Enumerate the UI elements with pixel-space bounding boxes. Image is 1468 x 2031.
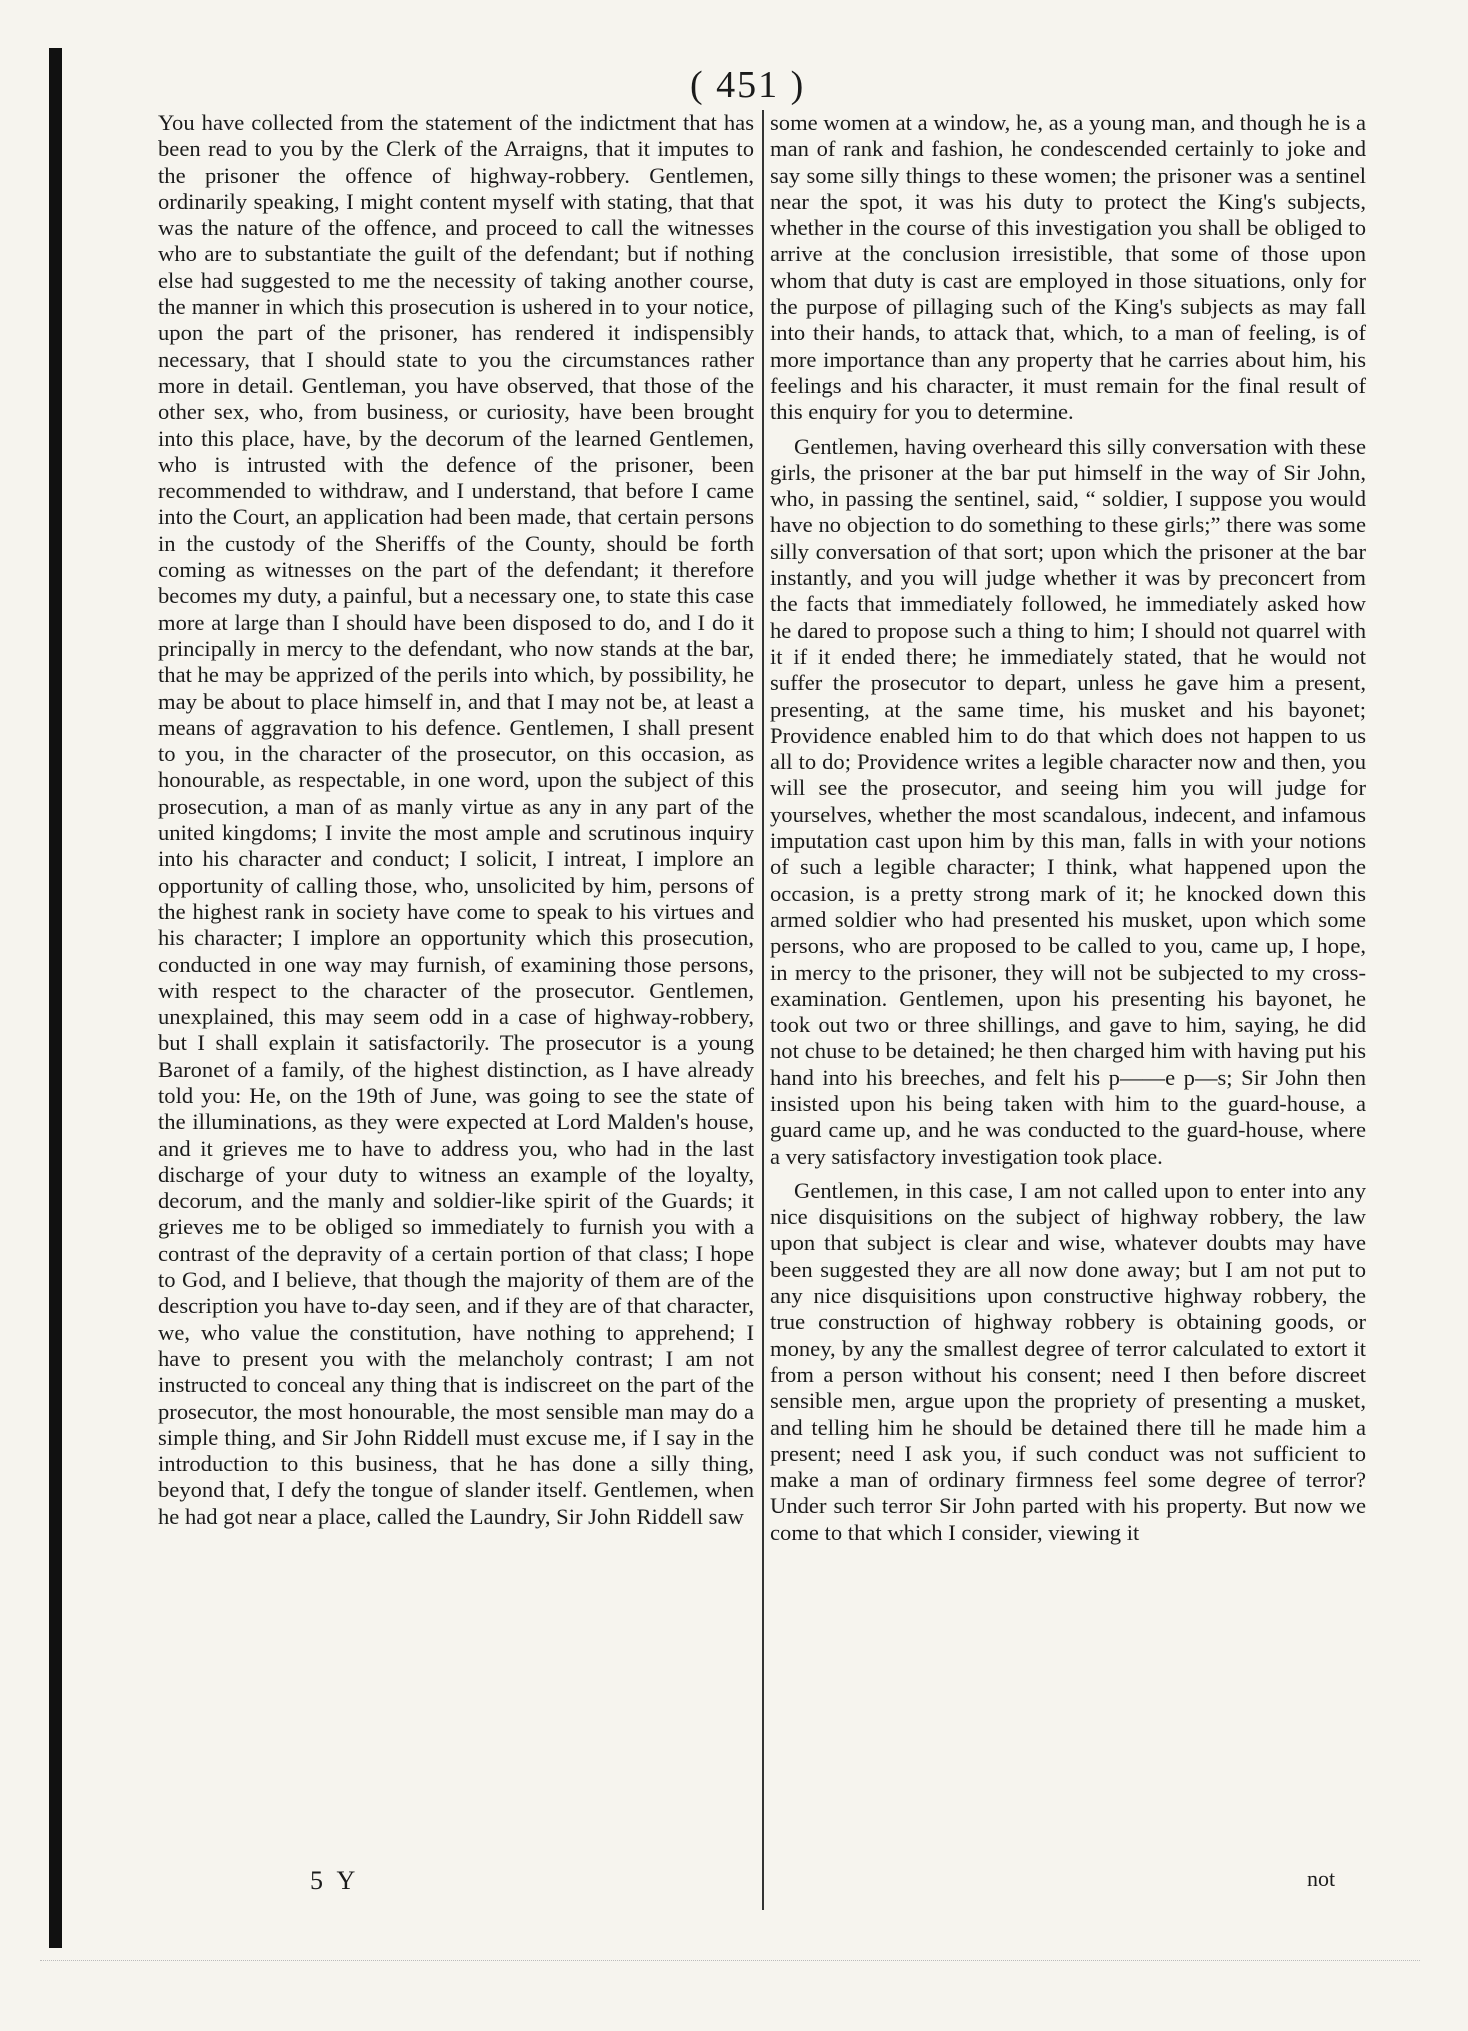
right-column <box>770 110 1366 1546</box>
paragraph: Gentlemen, having overheard this silly conversation with these girls, the prisoner at the bar put himself in the way of Sir John, who, in passing the sentinel, said, “ soldier, I suppose you would have no objection to do something to these girls;” there was some silly conversation of that sort; upon which the prisoner at the bar instantly, and you will judge whether it was by preconcert from the facts that immediately followed, he immediately asked how he dared to propose such a thing to him; I should not quarrel with it if it ended there; he immediately stated, that he would not suffer the prosecutor to depart, unless he gave him a present, presenting, at the same time, his musket and his bayonet; Providence enabled him to do that which does not happen to us all to do; Providence writes a legible character now and then, you will see the prosecutor, and seeing him you will judge for yourselves, whether the most scandalous, indecent, and infamous imputation cast upon him by this man, falls in with your notions of such a legible character; I think, what happened upon the occasion, is a pretty strong mark of it; he knocked down this armed soldier who had presented his musket, upon which some persons, who are proposed to be called to you, came up, I hope, in mercy to the prisoner, they will not be subjected to my cross-examination. Gentlemen, upon his presenting his bayonet, he took out two or three shillings, and gave to him, saying, he did not chuse to be detained; he then charged him with having put his hand into his breeches, and felt his p——e p—s; Sir John then insisted upon his being taken with him to the guard-house, a guard came up, and he was conducted to the guard-house, where a very satisfactory investigation took place. <box>770 433 1366 1169</box>
paragraph: some women at a window, he, as a young man, and though he is a man of rank and fashion, he condescended certainly to joke and say some silly things to these women; the prisoner was a sentinel near the spot, it was his duty to protect the King's subjects, whether in the course of this investigation you shall be obliged to arrive at the conclusion irresistible, that some of those upon whom that duty is cast are employed in those situations, only for the purpose of pillaging such of the King's subjects as may fall into their hands, to attack that, which, to a man of feeling, is of more importance than any property that he carries about him, his feelings and his character, it must remain for the final result of this enquiry for you to determine. <box>770 110 1366 425</box>
paragraph: You have collected from the statement of the indictment that has been read to you by the Clerk of the Arraigns, that it imputes to the prisoner the offence of highway-robbery. Gentlemen, ordinarily speaking, I might content myself with stating, that that was the nature of the offence, and proceed to call the witnesses who are to substantiate the guilt of the defendant; but if nothing else had suggested to me the necessity of taking another course, the manner in which this prosecution is ushered in to your notice, upon the part of the prisoner, has rendered it indispensibly necessary, that I should state to you the circumstances rather more in detail. Gentleman, you have observed, that those of the other sex, who, from business, or curiosity, have been brought into this place, have, by the decorum of the learned Gentlemen, who is intrusted with the defence of the prisoner, been recommended to withdraw, and I understand, that before I came into the Court, an application had been made, that certain persons in the custody of the Sheriffs of the County, should be forth coming as witnesses on the part of the defendant; it therefore becomes my duty, a painful, but a necessary one, to state this case more at large than I should have been disposed to do, and I do it principally in mercy to the defendant, who now stands at the bar, that he may be apprized of the perils into which, by possibility, he may be about to place himself in, and that I may not be, at least a means of aggravation to his defence. Gentlemen, I shall present to you, in the character of the prosecutor, on this occasion, as honourable, as respectable, in one word, upon the subject of this prosecution, a man of as manly virtue as any in any part of the united kingdoms; I invite the most ample and scrutinous inquiry into his character and conduct; I solicit, I intreat, I implore an opportunity of calling those, who, unsolicited by him, persons of the highest rank in society have come to speak to his virtues and his character; I implore an opportunity which this prosecution, conducted in one way may furnish, of examining those persons, with respect to the character of the prosecutor. Gentlemen, unexplained, this may seem odd in a case of highway-robbery, but I shall explain it satisfactorily. The prosecutor is a young Baronet of a family, of the highest distinction, as I have already told you: He, on the 19th of June, was going to see the state of the illuminations, as they were expected at Lord Malden's house, and it grieves me to have to address you, who had in the last discharge of your duty to witness an example of the loyalty, decorum, and the manly and soldier-like spirit of the Guards; it grieves me to be obliged so immediately to furnish you with a contrast of the depravity of a certain portion of that class; I hope to God, and I believe, that though the majority of them are of the description you have to-day seen, and if they are of that character, we, who value the constitution, have nothing to apprehend; I have to present you with the melancholy contrast; I am not instructed to conceal any thing that is indiscreet on the part of the prosecutor, the most honourable, the most sensible man may do a simple thing, and Sir John Riddell must excuse me, if I say in the introduction to this business, that he has done a silly thing, beyond that, I defy the tongue of slander itself. Gentlemen, when he had got near a place, called the Laundry, Sir John Riddell saw <box>158 110 754 1529</box>
left-column <box>158 110 754 1530</box>
column-divider <box>762 110 764 1910</box>
page-number: ( 451 ) <box>690 64 806 106</box>
catchword: not <box>1307 1866 1336 1891</box>
binding-edge <box>49 48 62 1948</box>
signature-mark: 5 Y <box>310 1866 360 1895</box>
paragraph: Gentlemen, in this case, I am not called upon to enter into any nice disquisitions on the subject of highway robbery, the law upon that subject is clear and wise, whatever doubts may have been suggested they are all now done away; but I am not put to any nice disquisitions upon constructive highway robbery, the true construction of highway robbery is obtaining goods, or money, by any the smallest degree of terror calculated to extort it from a person without his consent; need I then before discreet sensible men, argue upon the propriety of presenting a musket, and telling him he should be detained there till he made him a present; need I ask you, if such conduct was not sufficient to make a man of ordinary firmness feel some degree of terror? Under such terror Sir John parted with his property. But now we come to that which I consider, viewing it <box>770 1177 1366 1545</box>
page-edge <box>40 1960 1420 1963</box>
